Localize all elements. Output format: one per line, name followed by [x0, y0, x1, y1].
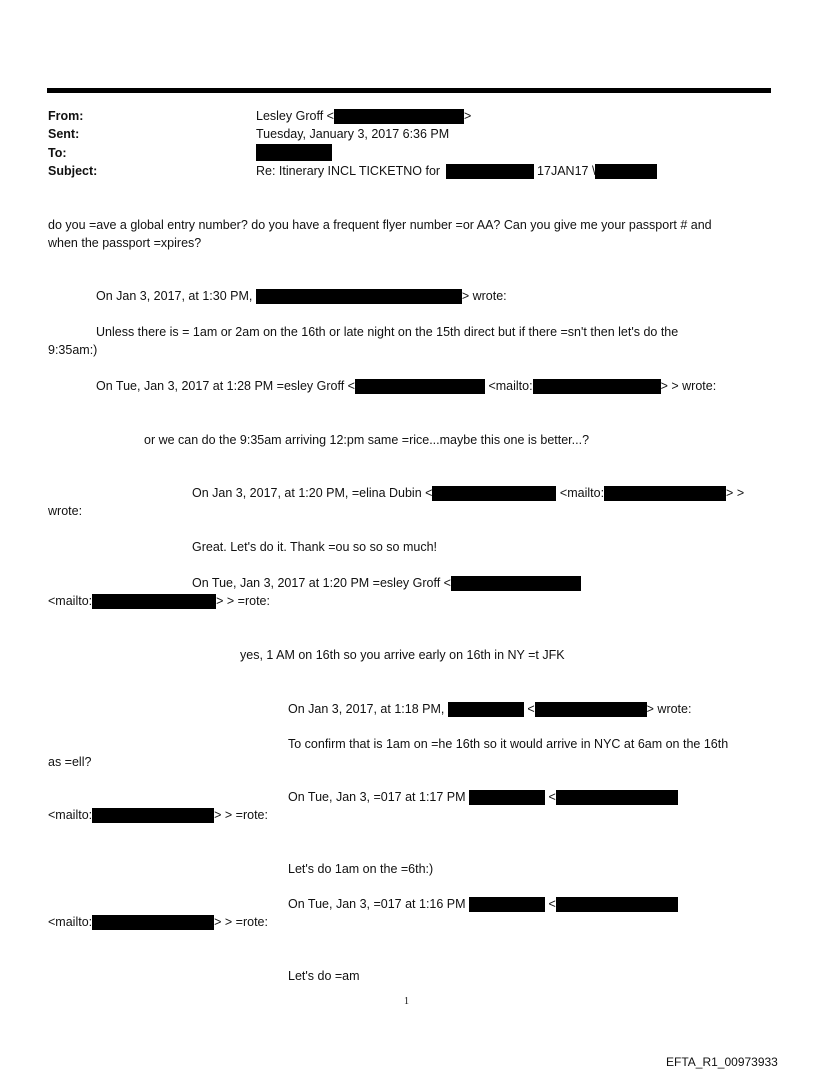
redaction-block: [432, 486, 556, 501]
sent-label: Sent:: [48, 127, 80, 141]
redaction-block: [446, 164, 534, 179]
redaction-block: [448, 702, 524, 717]
subject-value: Re: Itinerary INCL TICKETNO for 17JAN17 \: [256, 164, 657, 179]
redaction-block: [595, 164, 657, 179]
body-line: Unless there is = 1am or 2am on the 16th or late night on the 15th direct but if there =sn't then let's do the: [96, 325, 679, 339]
redaction-block: [256, 289, 462, 304]
redaction-block: [604, 486, 726, 501]
body-line: yes, 1 AM on 16th so you arrive early on 16th in NY =t JFK: [240, 648, 565, 662]
redaction-block: [92, 808, 214, 823]
body-line: do you =ave a global entry number? do you have a frequent flyer number =or AA? Can you give me your passport # and: [48, 218, 712, 232]
quote-header: On Tue, Jan 3, =017 at 1:17 PM <: [288, 790, 678, 805]
from-label: From:: [48, 109, 84, 123]
redaction-block: [469, 897, 545, 912]
body-line: To confirm that is 1am on =he 16th so it would arrive in NYC at 6am on the 16th: [288, 737, 729, 751]
redaction-block: [334, 109, 464, 124]
subject-label: Subject:: [48, 164, 98, 178]
redaction-block: [556, 790, 678, 805]
quote-header: On Tue, Jan 3, 2017 at 1:28 PM =esley Groff < <mailto: > > wrote:: [96, 379, 717, 393]
body-line: Let's do =am: [288, 969, 360, 983]
header-rule: [47, 88, 771, 93]
sent-value: Tuesday, January 3, 2017 6:36 PM: [256, 127, 450, 141]
to-value: [256, 144, 332, 161]
from-value: Lesley Groff < >: [256, 109, 472, 123]
document-id: EFTA_R1_00973933: [666, 1055, 778, 1069]
redaction-block: [256, 144, 332, 161]
quote-header: On Tue, Jan 3, =017 at 1:16 PM <: [288, 897, 678, 912]
redaction-block: [92, 594, 216, 609]
redaction-block: [92, 915, 214, 930]
body-line: wrote:: [48, 504, 83, 518]
redaction-block: [355, 379, 485, 394]
page-number: 1: [404, 996, 409, 1007]
quote-header: On Jan 3, 2017, at 1:18 PM, < > wrote:: [288, 702, 692, 716]
body-line: or we can do the 9:35am arriving 12:pm same =rice...maybe this one is better...?: [144, 433, 590, 447]
quote-header: On Tue, Jan 3, 2017 at 1:20 PM =esley Groff <: [192, 576, 581, 591]
redaction-block: [533, 379, 661, 394]
body-line: Great. Let's do it. Thank =ou so so so much!: [192, 540, 437, 554]
to-label: To:: [48, 146, 67, 160]
body-line: as =ell?: [48, 755, 92, 769]
redaction-block: [556, 897, 678, 912]
redaction-block: [469, 790, 545, 805]
redaction-block: [451, 576, 581, 591]
body-line: when the passport =xpires?: [48, 236, 202, 250]
redaction-block: [535, 702, 647, 717]
body-line: 9:35am:): [48, 343, 98, 357]
quote-header: <mailto: > > =rote:: [48, 915, 268, 929]
body-line: Let's do 1am on the =6th:): [288, 862, 434, 876]
quote-header: <mailto: > > =rote:: [48, 594, 270, 608]
quote-header: On Jan 3, 2017, at 1:30 PM, > wrote:: [96, 289, 507, 303]
quote-header: On Jan 3, 2017, at 1:20 PM, =elina Dubin < <mailto: > >: [192, 486, 745, 500]
quote-header: <mailto: > > =rote:: [48, 808, 268, 822]
